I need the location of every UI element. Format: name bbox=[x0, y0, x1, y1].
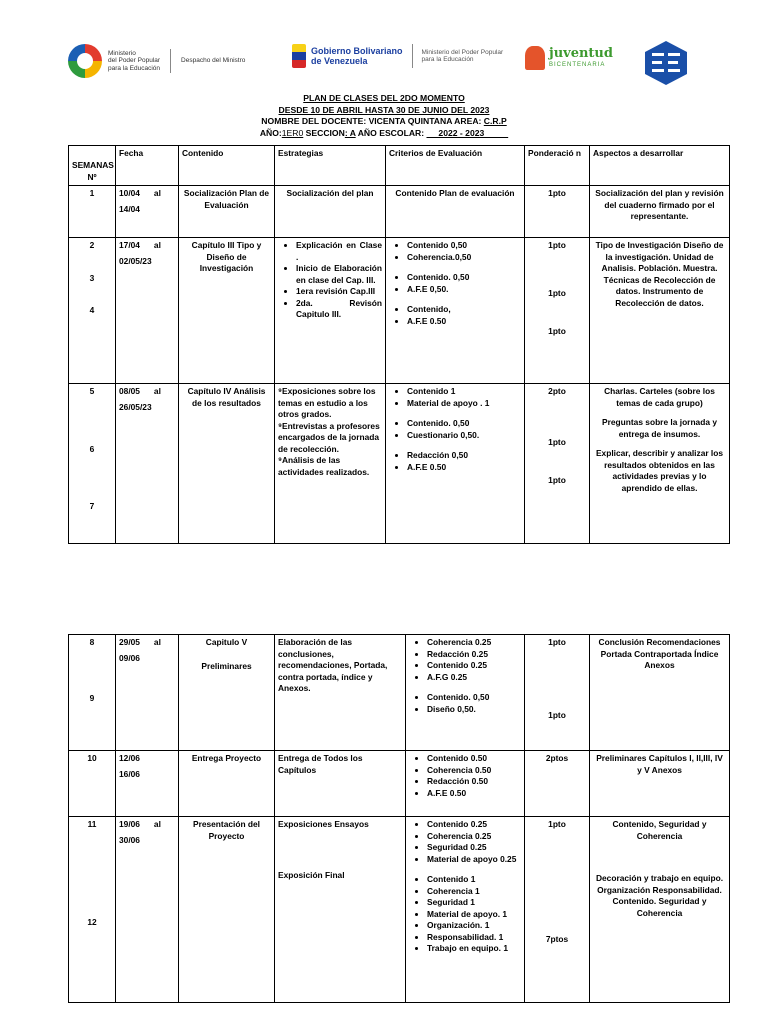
table-row bbox=[69, 384, 730, 544]
weight-cell: 1pto 1pto 1pto bbox=[525, 238, 590, 384]
strategy-cell: Exposiciones Ensayos Exposición Final bbox=[275, 817, 406, 1003]
gobierno-logo bbox=[292, 44, 503, 68]
col-ponderacion: Ponderació n bbox=[525, 146, 590, 186]
list-item: • 1era revisión Cap.III bbox=[296, 286, 382, 298]
strategy-cell bbox=[275, 384, 386, 544]
criteria-cell: • Contenido 0.50 • Coherencia 0.50 • Redacción 0.50 • A.F.E 0.50 bbox=[406, 751, 525, 817]
content-cell: Capítulo III Tipo y Diseño de Investigación bbox=[179, 238, 275, 384]
list-item: • Explicación en Clase . bbox=[296, 240, 382, 263]
weight-cell: 1pto 7ptos bbox=[525, 817, 590, 1003]
content-cell: Capitulo V Preliminares bbox=[179, 635, 275, 751]
weight-cell: 2ptos bbox=[525, 751, 590, 817]
plan-table-1 bbox=[68, 145, 730, 544]
aspects-cell: Tipo de Investigación Diseño de la investigación. Unidad de Analisis. Población. Muestra. Técnicas de Recolección de datos. Instrumento de Recolección de datos. bbox=[590, 238, 730, 384]
table-row bbox=[69, 238, 730, 384]
gob-line1: Gobierno Bolivariano bbox=[311, 45, 403, 56]
juventud-sub: BICENTENARIA bbox=[549, 62, 606, 69]
content-cell: Capítulo IV Análisis de los resultados bbox=[179, 384, 275, 544]
content-cell: Presentación del Proyecto bbox=[179, 817, 275, 1003]
week-number: 5 6 7 bbox=[69, 384, 116, 544]
week-number: 1 bbox=[69, 186, 116, 238]
logo-bar bbox=[60, 40, 720, 90]
strategy-cell: Elaboración de las conclusiones, recomendaciones, Portada, contra portada, índice y Anexos. bbox=[275, 635, 406, 751]
date-cell: 10/04 al 14/04 bbox=[116, 186, 179, 238]
mppe-line3: para la Educación bbox=[108, 64, 161, 72]
criteria-cell: Contenido Plan de evaluación bbox=[386, 186, 525, 238]
plan-table-2 bbox=[68, 634, 730, 1003]
gob-sub1: Ministerio del Poder Popular bbox=[421, 48, 504, 56]
table-row bbox=[69, 186, 730, 238]
juventud-logo bbox=[525, 46, 613, 70]
header-teacher: NOMBRE DEL DOCENTE: VICENTA QUINTANA AREA: C.R.P bbox=[261, 116, 507, 126]
date-cell: 08/05 al 26/05/23 bbox=[116, 384, 179, 544]
juventud-mark-icon bbox=[525, 46, 545, 70]
date-cell: 17/04 al 02/05/23 bbox=[116, 238, 179, 384]
school-ee-logo-icon bbox=[643, 40, 689, 86]
aspects-cell: Conclusión Recomendaciones Portada Contraportada Índice Anexos bbox=[590, 635, 730, 751]
mppe-ring-icon bbox=[68, 44, 102, 78]
gob-sub2: para la Educación bbox=[421, 56, 474, 63]
aspects-cell: Contenido, Seguridad y Coherencia Decoración y trabajo en equipo. Organización Responsabilidad. Contenido. Seguridad y Coherencia bbox=[590, 817, 730, 1003]
content-cell: Socialización Plan de Evaluación bbox=[179, 186, 275, 238]
aspects-cell: Socialización del plan y revisión del cuaderno firmado por el representante. bbox=[590, 186, 730, 238]
list-item: ⁹Análisis de las actividades realizados. bbox=[278, 455, 370, 477]
mppe-line1: Ministerio bbox=[108, 49, 136, 57]
col-estrategias: Estrategias bbox=[275, 146, 386, 186]
mppe-line2: del Poder Popular bbox=[108, 57, 161, 65]
list-item: ⁹Exposiciones sobre los temas en estudio a los otros grados. bbox=[278, 386, 376, 419]
despacho-label: Despacho del Ministro bbox=[181, 57, 246, 65]
date-cell: 12/06 16/06 bbox=[116, 751, 179, 817]
strategy-cell bbox=[275, 238, 386, 384]
col-fecha: Fecha bbox=[116, 146, 179, 186]
col-criterios: Criterios de Evaluación bbox=[386, 146, 525, 186]
table-row bbox=[69, 817, 730, 1003]
list-item: • 2da. Revisón Capitulo III. bbox=[296, 298, 382, 321]
criteria-cell: • Contenido 0.25 • Coherencia 0.25 • Seguridad 0.25 • Material de apoyo 0.25 • Contenido 1 • Coherencia 1 • Seguridad 1 • Material de apoyo. 1 • Organización. 1 • Responsabilidad. 1 • Trabajo en equipo. 1 bbox=[406, 817, 525, 1003]
criteria-cell: • Contenido 0,50 • Coherencia.0,50 • Contenido. 0,50 • A.F.E 0,50. • Contenido, • A.F.E 0.50 bbox=[386, 238, 525, 384]
list-item: • Inicio de Elaboración en clase del Cap. III. bbox=[296, 263, 382, 286]
header-year-section: AÑO:1ER0 SECCION: A AÑO ESCOLAR: 2022 - 2023 bbox=[259, 127, 509, 138]
criteria-cell: • Contenido 1 • Material de apoyo . 1 • Contenido. 0,50 • Cuestionario 0,50. • Redacción 0,50 • A.F.E 0.50 bbox=[386, 384, 525, 544]
weight-cell: 1pto bbox=[525, 186, 590, 238]
weight-cell: 1pto 1pto bbox=[525, 635, 590, 751]
week-number: 8 9 bbox=[69, 635, 116, 751]
criteria-cell: • Coherencia 0.25 • Redacción 0.25 • Contenido 0.25 • A.F.G 0.25 • Contenido. 0,50 • Diseño 0,50. bbox=[406, 635, 525, 751]
date-cell: 29/05 al 09/06 bbox=[116, 635, 179, 751]
header-title: PLAN DE CLASES DEL 2DO MOMENTO bbox=[303, 93, 465, 103]
col-aspectos: Aspectos a desarrollar bbox=[590, 146, 730, 186]
mppe-logo bbox=[68, 44, 245, 78]
date-cell: 19/06 al 30/06 bbox=[116, 817, 179, 1003]
table-row bbox=[69, 635, 730, 751]
strategy-cell: Entrega de Todos los Capítulos bbox=[275, 751, 406, 817]
header-dates: DESDE 10 DE ABRIL HASTA 30 DE JUNIO DEL 2023 bbox=[278, 104, 490, 115]
juventud-text: juventud bbox=[549, 46, 613, 62]
gob-line2: de Venezuela bbox=[311, 56, 368, 66]
week-number: 11 12 bbox=[69, 817, 116, 1003]
table-header-row bbox=[69, 146, 730, 186]
aspects-cell: Charlas. Carteles (sobre los temas de cada grupo) Preguntas sobre la jornada y entrega de insumos. Explicar, describir y analizar los resultados obtenidos en las actividades previas y lo aprendido de ellas. bbox=[590, 384, 730, 544]
logo-divider bbox=[170, 49, 171, 73]
col-semanas: SEMANAS Nº bbox=[69, 146, 116, 186]
col-contenido: Contenido bbox=[179, 146, 275, 186]
week-number: 10 bbox=[69, 751, 116, 817]
venezuela-flag-icon bbox=[292, 44, 306, 68]
weight-cell: 2pto 1pto 1pto bbox=[525, 384, 590, 544]
logo-divider bbox=[412, 44, 413, 68]
document-header bbox=[0, 93, 768, 139]
content-cell: Entrega Proyecto bbox=[179, 751, 275, 817]
strategy-cell: Socialización del plan bbox=[275, 186, 386, 238]
aspects-cell: Preliminares Capítulos I, II,III, IV y V Anexos bbox=[590, 751, 730, 817]
week-number: 2 3 4 bbox=[69, 238, 116, 384]
list-item: ⁹Entrevistas a profesores encargados de la jornada de recolección. bbox=[278, 420, 380, 454]
table-row bbox=[69, 751, 730, 817]
